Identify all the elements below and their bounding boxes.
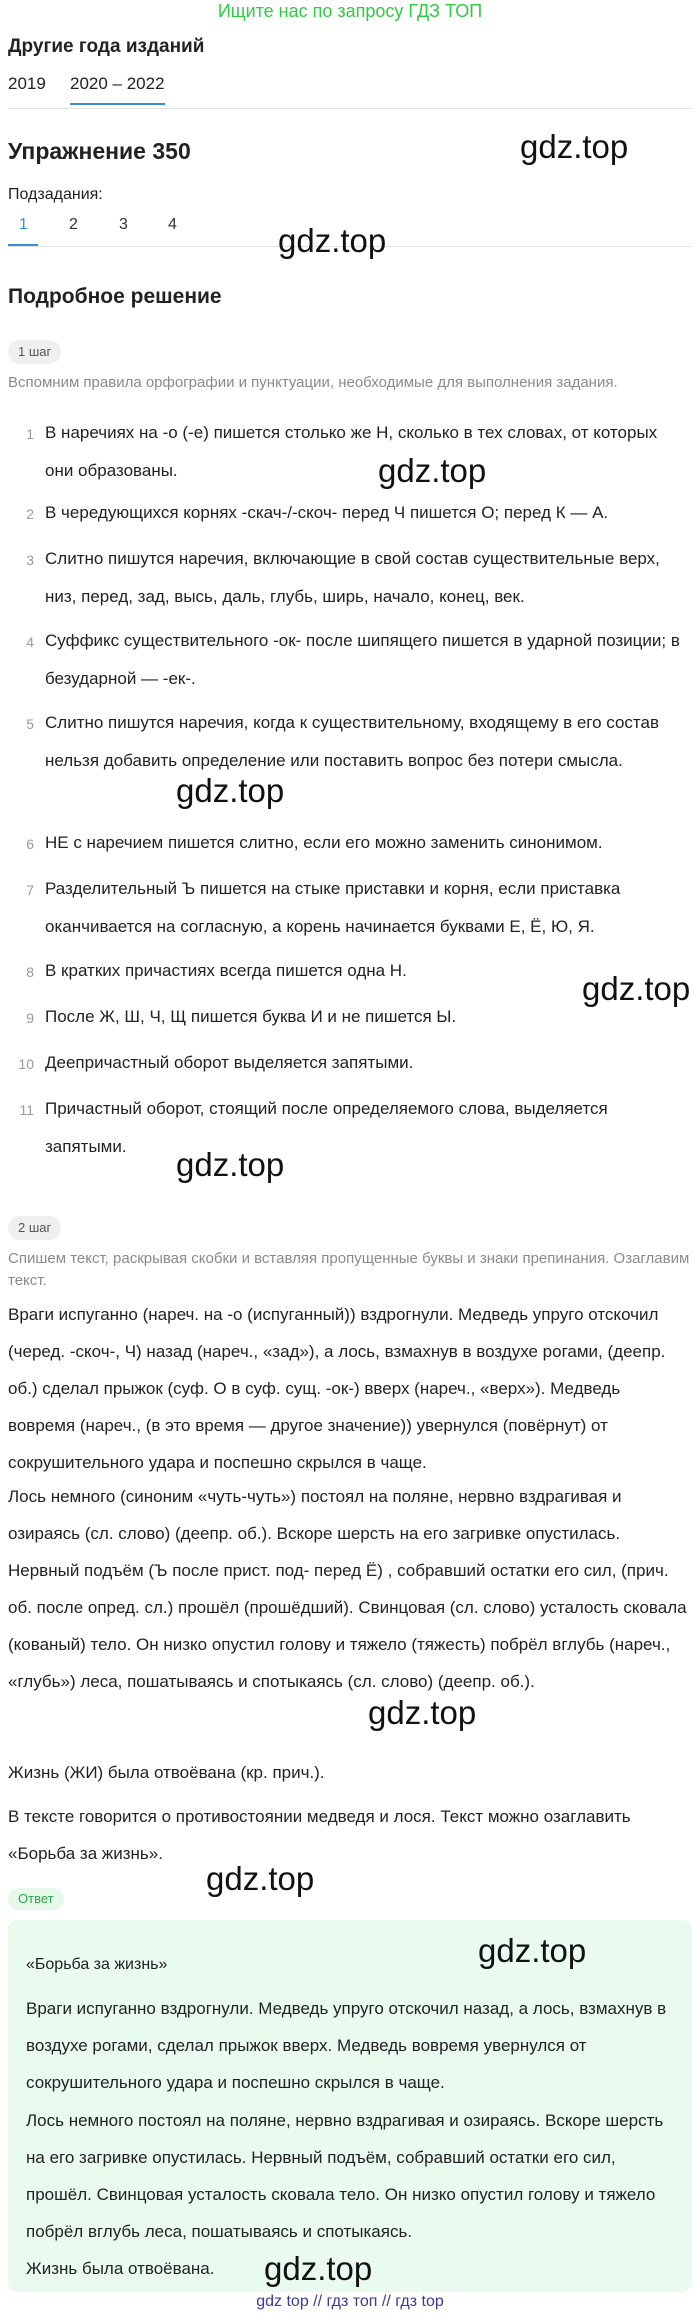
watermark: gdz.top (278, 222, 387, 259)
rule-item: В чередующихся корнях -скач-/-скоч- перед Ч пишется О; перед К — А. (45, 503, 609, 522)
step-note: Вспомним правила орфографии и пунктуации, необходимые для выполнения задания. (8, 374, 618, 391)
rule-item: В наречиях на -о (-е) пишется столько же Н, сколько в тех словах, от которых они образованы. (45, 423, 658, 480)
solution-paragraph: Враги испуганно (нареч. на -о (испуганный)) вздрогнули. Медведь упруго отскочил (черед. -скоч-, Ч) назад (нареч., «зад»), а лось, взмахнув в воздухе рогами, (деепр. об.) сделал прыжок (суф. О в суф. сущ. -ок-) вверх (нареч., «верх»). Медведь вовремя (нареч., (в это время — другое значение)) увернулся (повёрнут) от сокрушительного удара и поспешно скрылся в чаще. (8, 1305, 666, 1472)
year-tabs (8, 70, 692, 104)
rule-number: 4 (26, 634, 34, 650)
footer-link-gdz-top-ru[interactable]: гдз топ (326, 2293, 378, 2310)
watermark: gdz.top (176, 1146, 285, 1183)
answer-title: «Борьба за жизнь» (26, 1956, 168, 1973)
rule-item: НЕ с наречием пишется слитно, если его можно заменить синонимом. (45, 833, 603, 852)
rule-number: 7 (26, 882, 34, 898)
answer-paragraph: Лось немного постоял на поляне, нервно вздрагивая и озираясь. Вскоре шерсть на его загривке опустилась. Нервный подъём, собравший остатки его сил, прошёл. Свинцовая усталость сковала тело. Он низко опустил голову и тяжело побрёл вглубь леса, пошатываясь и спотыкаясь. (26, 2111, 664, 2241)
subtask-tab-3[interactable]: 3 (119, 216, 128, 233)
subtask-tab-1[interactable]: 1 (19, 216, 28, 233)
answer-paragraph: Жизнь была отвоёвана. (26, 2259, 215, 2278)
rule-item: Разделительный Ъ пишется на стыке приставки и корня, если приставка оканчивается на согласную, а корень начинается буквами Е, Ё, Ю, Я. (45, 879, 621, 936)
watermark: gdz.top (206, 1860, 315, 1897)
rule-item: В кратких причастиях всегда пишется одна Н. (45, 961, 407, 980)
rule-item: Суффикс существительного -ок- после шипящего пишется в ударной позиции; в безударной — -ек-. (45, 631, 680, 688)
watermark: gdz.top (378, 452, 487, 489)
rule-number: 10 (18, 1056, 34, 1072)
watermark: gdz.top (264, 2250, 373, 2287)
subtask-tab-4[interactable]: 4 (168, 216, 177, 233)
footer-link-gdz-top-mixed[interactable]: гдз top (395, 2293, 444, 2310)
footer-link-gdz-top[interactable]: gdz top (256, 2293, 309, 2310)
rule-item: Слитно пишутся наречия, когда к существительному, входящему в его состав нельзя добавить определение или поставить вопрос без потери смысла. (45, 713, 660, 770)
other-years-title: Другие года изданий (8, 36, 205, 57)
rule-item: Деепричастный оборот выделяется запятыми. (45, 1053, 414, 1072)
exercise-title: Упражнение 350 (8, 138, 191, 164)
watermark: gdz.top (478, 1932, 587, 1969)
solution-paragraph: Лось немного (синоним «чуть-чуть») постоял на поляне, нервно вздрагивая и озираясь (сл. слово) (деепр. об.). Вскоре шерсть на его загривке опустилась. Нервный подъём (Ъ после прист. под- перед Ё) , собравший остатки его сил, (прич. об. после опред. сл.) прошёл (прошёдший). Свинцовая (сл. слово) усталость сковала (кованый) тело. Он низко опустил голову и тяжело (тяжесть) побрёл вглубь (нареч., «глубь») леса, пошатываясь и спотыкаясь (сл. слово) (деепр. об.). (8, 1487, 687, 1691)
year-tab-2019[interactable]: 2019 (8, 74, 46, 93)
step-badge: 1 шаг (8, 340, 61, 364)
rule-number: 2 (26, 506, 34, 522)
footer-separator: // (313, 2293, 323, 2310)
solution-paragraph: Жизнь (ЖИ) была отвоёвана (кр. прич.). (8, 1763, 325, 1782)
footer-separator: // (381, 2293, 391, 2310)
watermark: gdz.top (368, 1694, 477, 1731)
divider (8, 108, 692, 109)
subtask-tab-2[interactable]: 2 (69, 216, 78, 233)
rule-item: После Ж, Ш, Ч, Щ пишется буква И и не пишется Ы. (45, 1007, 457, 1026)
solution-title: Подробное решение (8, 285, 222, 308)
rule-number: 6 (26, 836, 34, 852)
solution-paragraph: В тексте говорится о противостоянии медведя и лося. Текст можно озаглавить «Борьба за жизнь». (8, 1807, 631, 1863)
rule-number: 11 (19, 1102, 34, 1118)
rule-number: 1 (26, 426, 34, 442)
rule-number: 3 (26, 552, 34, 568)
step-badge: 2 шаг (8, 1216, 61, 1240)
watermark: gdz.top (582, 970, 691, 1007)
watermark: gdz.top (176, 772, 285, 809)
year-tab-2020-2022[interactable]: 2020 – 2022 (70, 74, 165, 105)
promo-banner: Ищите нас по запросу ГДЗ ТОП (217, 1, 483, 21)
footer-links (0, 2293, 700, 2311)
subtasks-label: Подзадания: (8, 186, 103, 203)
watermark: gdz.top (520, 128, 629, 165)
rule-item: Слитно пишутся наречия, включающие в свой состав существительные верх, низ, перед, зад, высь, даль, глубь, ширь, начало, конец, век. (45, 549, 660, 606)
rule-item: Причастный оборот, стоящий после определяемого слова, выделяется запятыми. (45, 1099, 608, 1156)
step-note: Спишем текст, раскрывая скобки и вставляя пропущенные буквы и знаки препинания. Озаглавим текст. (8, 1250, 690, 1289)
answer-badge: Ответ (8, 1888, 64, 1910)
rule-number: 8 (26, 964, 34, 980)
rule-number: 9 (26, 1010, 34, 1026)
rule-number: 5 (26, 716, 34, 732)
answer-paragraph: Враги испуганно вздрогнули. Медведь упруго отскочил назад, а лось, взмахнув в воздухе рогами, сделал прыжок вверх. Медведь вовремя увернулся от сокрушительного удара и поспешно скрылся в чаще. (26, 1999, 667, 2092)
